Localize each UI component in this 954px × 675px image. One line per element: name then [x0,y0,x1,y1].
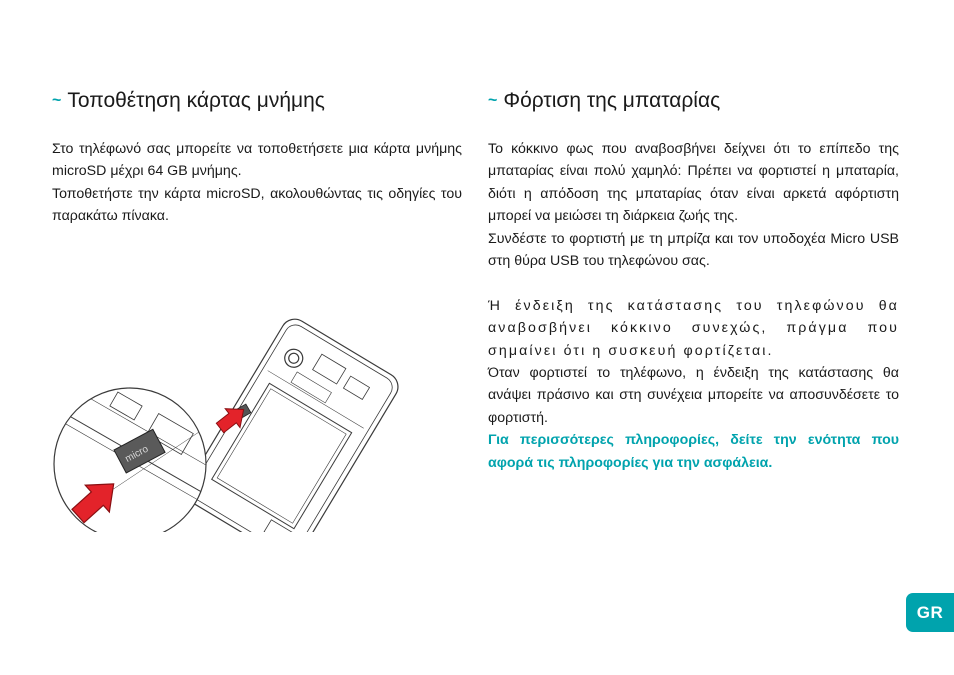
card-label: micro [123,443,151,465]
paragraph-spacer [488,272,899,294]
paragraph: Συνδέστε το φορτιστή με τη μπρίζα και τον υποδοχέα Micro USB στη θύρα USB του τηλεφώνου σας. [488,230,899,270]
section-heading-memory-card [52,88,462,116]
microsd-insertion-illustration [52,310,462,532]
section-heading-battery-charging [488,88,899,116]
tilde-marker: ~ [488,92,498,109]
safety-info-note: Για περισσότερες πληροφορίες, δείτε την ενότητα που αφορά τις πληροφορίες για την ασφάλεια. [488,432,899,471]
language-badge: GR [906,593,954,632]
paragraph: Το κόκκινο φως που αναβοσβήνει δείχνει ότι το επίπεδο της μπαταρίας είναι πολύ χαμηλό: Πρέπει να φορτιστεί η μπαταρία, διότι η απόδοση της μπαταρίας όταν είναι αρκετά αφόρτιστη μπορεί να μειώσει τη διάρκεια ζωής της. [488,141,899,225]
heading-text: Τοποθέτηση κάρτας μνήμης [67,89,325,112]
phone-back-drawing [181,314,403,532]
right-column [488,88,899,474]
left-column [52,88,462,228]
paragraph: Τοποθετήστε την κάρτα microSD, ακολουθώντας τις οδηγίες του παρακάτω πίνακα. [52,185,462,225]
paragraph: Ή ένδειξη της κατάστασης του τηλεφώνου θα αναβοσβήνει κόκκινο συνεχώς, πράγμα που σημαίνει ότι η συσκευή φορτίζεται. [488,297,899,359]
paragraph: Όταν φορτιστεί το τηλέφωνο, η ένδειξη της κατάστασης θα ανάψει πράσινο και στη συνέχεια μπορείτε να αποσυνδέσετε το φορτιστή. [488,365,899,426]
tilde-marker: ~ [52,92,62,109]
heading-text: Φόρτιση της μπαταρίας [503,89,721,112]
paragraph: Στο τηλέφωνό σας μπορείτε να τοποθετήσετε μια κάρτα μνήμης microSD μέχρι 64 GB μνήμης. [52,141,462,180]
